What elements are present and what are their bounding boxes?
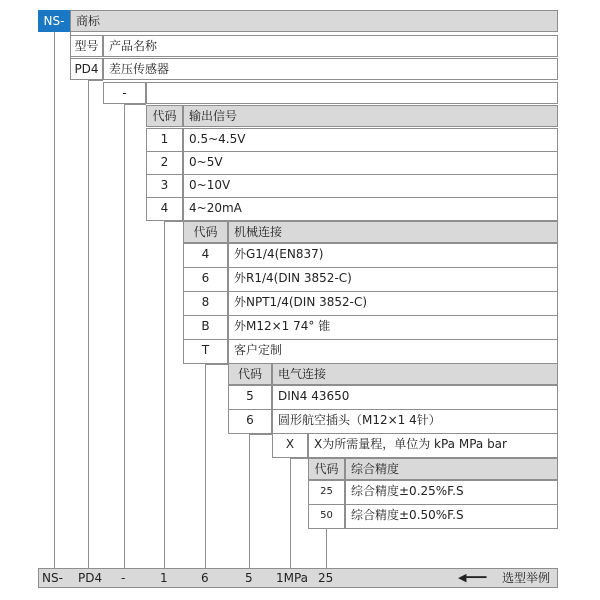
mechanical-code: T [183,339,228,364]
mechanical-code: 6 [183,267,228,292]
connector-line [88,80,103,81]
connector-line [249,434,272,435]
mechanical-label: 外R1/4(DIN 3852-C) [228,267,558,292]
output-label: 0~5V [183,151,558,175]
accuracy-name-header: 综合精度 [345,458,558,480]
brand-header: 商标 [70,10,558,32]
output-code: 2 [146,151,183,175]
example-output: 1 [160,571,168,585]
output-code: 1 [146,128,183,152]
example-prefix: NS- [42,571,63,585]
left-arrow-icon: ◀━━━ [458,571,487,584]
example-caption: 选型举例 [502,571,551,585]
output-name-header: 输出信号 [183,105,558,127]
connector-line [88,80,89,568]
connector-line [290,458,291,568]
electrical-label: DIN4 43650 [272,385,558,410]
connector-line [290,458,308,459]
electrical-label: 圆形航空插头（M12×1 4针） [272,409,558,434]
model-name: 差压传感器 [103,58,558,80]
example-model: PD4 [78,571,103,585]
mechanical-code: 8 [183,291,228,316]
connector-line [249,434,250,568]
connector-line [54,32,55,568]
connector-line [70,32,71,80]
connector-line [205,364,228,365]
output-label: 0~10V [183,174,558,198]
example-separator: - [121,571,126,585]
output-code: 4 [146,197,183,221]
connector-line [164,221,165,568]
separator-cell: - [103,82,146,104]
mechanical-label: 客户定制 [228,339,558,364]
output-label: 4~20mA [183,197,558,221]
mechanical-code-header: 代码 [183,221,228,243]
example-electrical: 5 [245,571,253,585]
connector-line [326,529,327,568]
range-code: X [272,433,308,458]
electrical-code-header: 代码 [228,363,272,385]
model-code-header: 型号 [70,35,103,57]
electrical-code: 6 [228,409,272,434]
range-label: X为所需量程，单位为 kPa MPa bar [308,433,558,458]
connector-line [205,364,206,568]
accuracy-code: 25 [308,480,345,505]
accuracy-code: 50 [308,504,345,529]
output-code: 3 [146,174,183,198]
accuracy-label: 综合精度±0.50%F.S [345,504,558,529]
prefix-label: NS- [38,10,70,32]
example-accuracy: 25 [318,571,334,585]
mechanical-label: 外NPT1/4(DIN 3852-C) [228,291,558,316]
mechanical-name-header: 机械连接 [228,221,558,243]
output-code-header: 代码 [146,105,183,127]
accuracy-code-header: 代码 [308,458,345,480]
separator-row [146,82,558,104]
output-label: 0.5~4.5V [183,128,558,152]
example-range: 1MPa [276,571,309,585]
mechanical-label: 外M12×1 74° 锥 [228,315,558,340]
connector-line [124,104,146,105]
connector-line [164,221,183,222]
mechanical-label: 外G1/4(EN837) [228,243,558,268]
electrical-code: 5 [228,385,272,410]
model-code: PD4 [70,58,103,80]
electrical-name-header: 电气连接 [272,363,558,385]
mechanical-code: 4 [183,243,228,268]
example-mechanical: 6 [201,571,209,585]
connector-line [124,104,125,568]
model-name-header: 产品名称 [103,35,558,57]
mechanical-code: B [183,315,228,340]
accuracy-label: 综合精度±0.25%F.S [345,480,558,505]
